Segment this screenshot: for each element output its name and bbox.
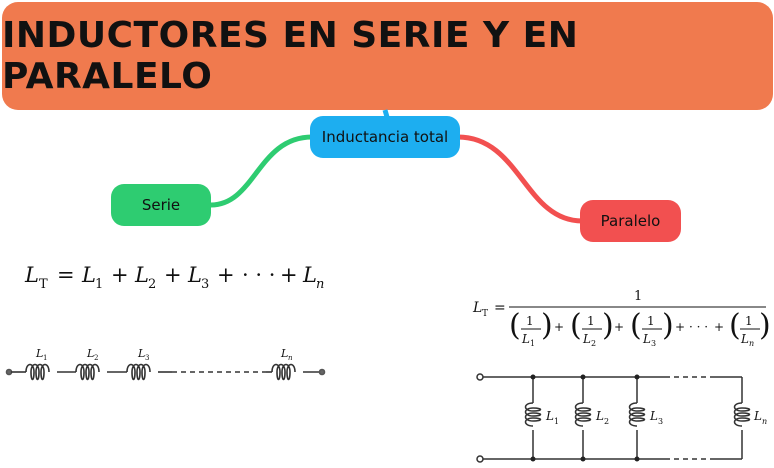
coil-p2 <box>576 403 591 426</box>
serie-term-2: L <box>135 263 149 287</box>
coil-l3 <box>127 365 150 380</box>
serie-dots: · · · <box>242 263 276 287</box>
paralelo-plus-4: + <box>714 320 725 334</box>
paralelo-label-l3: L <box>650 409 658 423</box>
junction-dot <box>635 457 640 462</box>
serie-label-l2: L <box>87 347 95 360</box>
junction-dot <box>581 457 586 462</box>
coil-ln <box>272 365 295 380</box>
paralelo-label-ln-sub: n <box>762 417 768 426</box>
serie-link <box>211 137 312 205</box>
paren-open-2: ( <box>570 308 582 343</box>
serie-formula <box>24 263 324 292</box>
paralelo-frac-num-n: 1 <box>745 314 753 328</box>
paralelo-label-ln: L <box>754 409 762 423</box>
paren-close-n: ) <box>759 308 771 343</box>
paralelo-denominator <box>509 308 771 348</box>
serie-term-n-sub: n <box>316 277 325 292</box>
paralelo-plus-2: + <box>614 320 625 334</box>
paren-close-1: ) <box>541 308 553 343</box>
paralelo-plus-1: + <box>554 320 565 334</box>
paralelo-frac-num-2: 1 <box>587 314 595 328</box>
paralelo-frac-num-1: 1 <box>526 314 534 328</box>
paralelo-frac-den-n-sub: n <box>749 339 755 348</box>
serie-label-l2-sub: 2 <box>94 354 99 362</box>
node-paralelo[interactable] <box>580 200 681 242</box>
paralelo-frac-den-3: L <box>643 332 651 346</box>
node-serie[interactable] <box>111 184 211 226</box>
serie-terminal-left <box>7 370 12 375</box>
paralelo-label-l3-sub: 3 <box>658 417 664 426</box>
coil-p1 <box>526 403 541 426</box>
paren-close-2: ) <box>602 308 614 343</box>
paralelo-label-l2-sub: 2 <box>604 417 610 426</box>
paralelo-terminal-bottom <box>477 456 483 462</box>
serie-terminal-right <box>320 370 325 375</box>
coil-l2 <box>76 365 99 380</box>
serie-label-ln-sub: n <box>288 354 293 362</box>
junction-dot <box>581 375 586 380</box>
paralelo-label-l1: L <box>546 409 554 423</box>
serie-term-3: L <box>188 263 202 287</box>
junction-dot <box>531 375 536 380</box>
serie-formula-equals: = <box>57 263 75 287</box>
paren-open-n: ( <box>729 308 741 343</box>
paralelo-link <box>458 137 582 221</box>
node-serie-label: Serie <box>141 196 181 214</box>
paren-open-3: ( <box>630 308 642 343</box>
serie-term-3-sub: 3 <box>201 277 210 292</box>
serie-label-l3: L <box>138 347 146 360</box>
paralelo-formula-lhs: L <box>473 300 483 316</box>
serie-term-n: L <box>303 263 317 287</box>
serie-formula-lhs: L <box>25 263 39 287</box>
paralelo-frac-den-2-sub: 2 <box>591 339 597 348</box>
serie-term-1-sub: 1 <box>95 277 104 292</box>
serie-label-ln: L <box>281 347 289 360</box>
paralelo-frac-den-3-sub: 3 <box>651 339 657 348</box>
paren-open-1: ( <box>509 308 521 343</box>
paralelo-frac-den-1-sub: 1 <box>530 339 536 348</box>
serie-plus-1: + <box>111 263 129 287</box>
paralelo-label-l1-sub: 1 <box>554 417 560 426</box>
paralelo-dots: · · · <box>689 320 709 334</box>
paren-close-3: ) <box>662 308 674 343</box>
serie-plus-4: + <box>280 263 298 287</box>
serie-circuit-labels <box>35 347 293 362</box>
serie-term-2-sub: 2 <box>148 277 157 292</box>
coil-p3 <box>630 403 645 426</box>
serie-term-1: L <box>82 263 96 287</box>
coil-l1 <box>26 365 49 380</box>
paralelo-formula-lhs-sub: T <box>482 309 489 319</box>
node-paralelo-label: Paralelo <box>600 212 661 230</box>
paralelo-formula-equals: = <box>494 300 506 316</box>
junction-dot <box>531 457 536 462</box>
paralelo-frac-den-2: L <box>583 332 591 346</box>
serie-label-l3-sub: 3 <box>145 354 150 362</box>
paralelo-frac-den-1: L <box>522 332 530 346</box>
paralelo-terminal-top <box>477 374 483 380</box>
serie-plus-3: + <box>217 263 235 287</box>
page-title: INDUCTORES EN SERIE Y EN PARALELO <box>2 15 579 97</box>
serie-label-l1: L <box>36 347 44 360</box>
paralelo-plus-3: + <box>675 320 686 334</box>
node-inductancia-total[interactable] <box>310 116 460 158</box>
paralelo-frac-den-n: L <box>741 332 749 346</box>
coil-pn <box>735 403 750 426</box>
serie-circuit <box>7 365 325 380</box>
paralelo-label-l2: L <box>596 409 604 423</box>
serie-formula-lhs-sub: T <box>39 277 48 292</box>
serie-label-l1-sub: 1 <box>43 354 48 362</box>
junction-dot <box>635 375 640 380</box>
node-inductancia-total-label: Inductancia total <box>321 128 449 146</box>
paralelo-circuit <box>477 374 750 462</box>
paralelo-numerator: 1 <box>634 289 643 304</box>
serie-plus-2: + <box>164 263 182 287</box>
paralelo-formula <box>472 289 771 348</box>
paralelo-frac-num-3: 1 <box>647 314 655 328</box>
